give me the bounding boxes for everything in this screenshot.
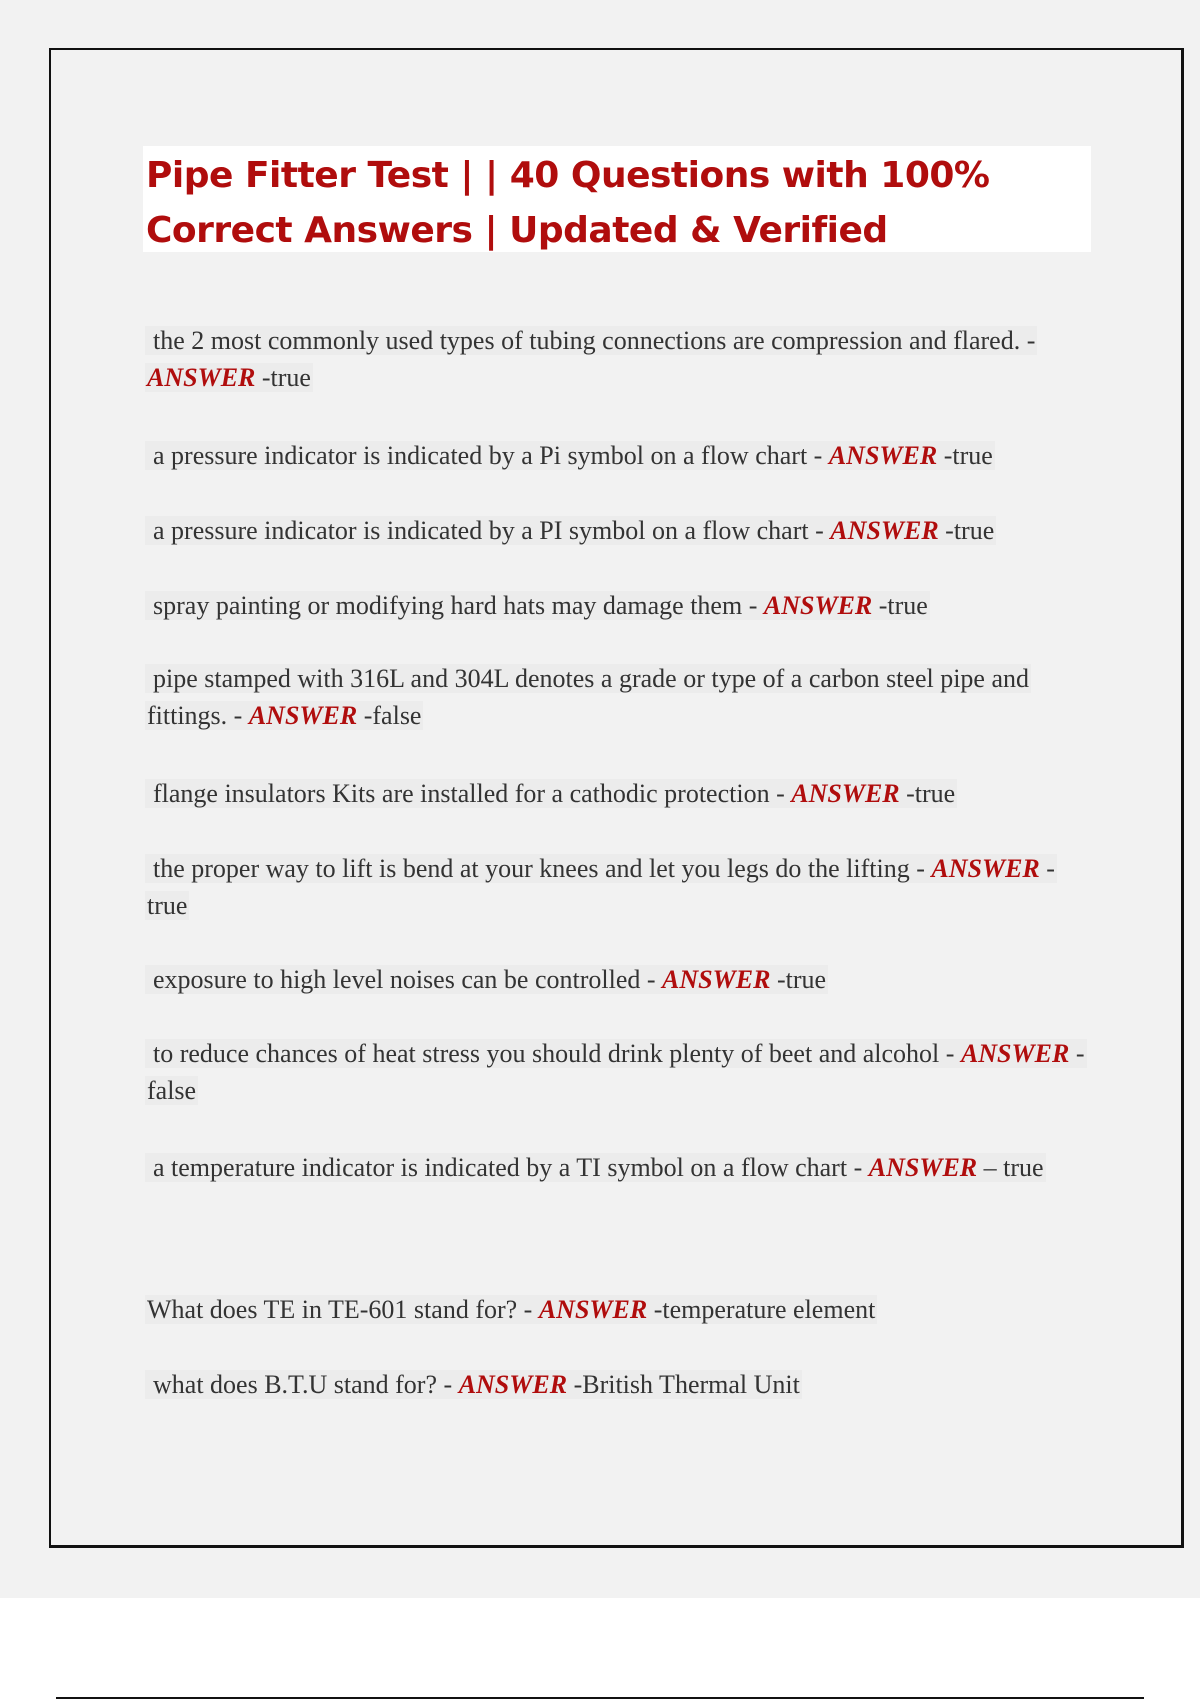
question-text: to reduce chances of heat stress you should drink plenty of beet and alcohol: [153, 1039, 940, 1068]
answer-text: – true: [983, 1153, 1044, 1182]
separator: -: [437, 1370, 459, 1399]
question-text: what does B.T.U stand for?: [153, 1370, 438, 1399]
answer-text: -true: [776, 965, 827, 994]
qa-item-12: [145, 1366, 1085, 1403]
answer-label: ANSWER: [538, 1295, 648, 1324]
answer-text: -true: [261, 363, 311, 392]
qa-item-10: [145, 1149, 1085, 1186]
answer-text: -true: [147, 854, 1055, 920]
answer-text: -British Thermal Unit: [573, 1370, 800, 1399]
qa-item-1: [145, 322, 1085, 396]
separator: -: [517, 1295, 539, 1324]
answer-label: ANSWER: [868, 1153, 978, 1182]
answer-label: ANSWER: [662, 965, 771, 994]
qa-item-8: [145, 961, 1085, 998]
qa-item-6: [145, 775, 1085, 812]
document-title: Pipe Fitter Test | | 40 Questions with 100% Correct Answers | Updated & Verified: [146, 155, 990, 251]
question-text: the 2 most commonly used types of tubing connections are compression and flared.: [153, 326, 1021, 355]
separator: -: [640, 965, 663, 994]
question-text: pipe stamped with 316L and 304L denotes a grade or type of a carbon steel pipe and fittings.: [147, 664, 1030, 730]
question-text: exposure to high level noises can be controlled: [153, 965, 641, 994]
answer-label: ANSWER: [931, 854, 1040, 883]
answer-label: ANSWER: [763, 591, 873, 620]
separator: -: [939, 1039, 961, 1068]
answer-text: -true: [945, 516, 995, 545]
separator: -: [769, 779, 792, 808]
question-text: What does TE in TE-601 stand for?: [147, 1295, 518, 1324]
qa-item-9: [145, 1035, 1085, 1109]
separator: -: [808, 516, 831, 545]
answer-label: ANSWER: [830, 516, 939, 545]
qa-item-7: [145, 850, 1085, 924]
answer-text: -false: [363, 701, 422, 730]
answer-label: ANSWER: [960, 1039, 1070, 1068]
answer-label: ANSWER: [147, 363, 256, 392]
footer-rule: [56, 1697, 1144, 1699]
answer-label: ANSWER: [791, 779, 900, 808]
answer-text: -false: [147, 1039, 1085, 1105]
separator: -: [909, 854, 932, 883]
answer-label: ANSWER: [458, 1370, 568, 1399]
question-text: a pressure indicator is indicated by a PI symbol on a flow chart: [153, 516, 809, 545]
qa-item-3: [145, 512, 1085, 549]
qa-item-4: [145, 587, 1085, 624]
question-text: the proper way to lift is bend at your knees and let you legs do the lifting: [153, 854, 910, 883]
answer-text: -true: [878, 591, 928, 620]
qa-item-5: [145, 660, 1085, 734]
question-text: a pressure indicator is indicated by a Pi symbol on a flow chart: [153, 441, 808, 470]
question-text: flange insulators Kits are installed for a cathodic protection: [153, 779, 770, 808]
separator: -: [742, 591, 764, 620]
question-text: spray painting or modifying hard hats may damage them: [153, 591, 743, 620]
separator: -: [847, 1153, 869, 1182]
answer-text: -true: [906, 779, 956, 808]
separator: -: [227, 701, 249, 730]
separator: -: [1020, 326, 1036, 355]
answer-label: ANSWER: [828, 441, 938, 470]
answer-label: ANSWER: [248, 701, 358, 730]
question-text: a temperature indicator is indicated by a TI symbol on a flow chart: [153, 1153, 848, 1182]
answer-text: -true: [943, 441, 993, 470]
qa-item-2: [145, 437, 1085, 474]
separator: -: [807, 441, 829, 470]
qa-item-11: [145, 1291, 1085, 1328]
answer-text: -temperature element: [653, 1295, 876, 1324]
